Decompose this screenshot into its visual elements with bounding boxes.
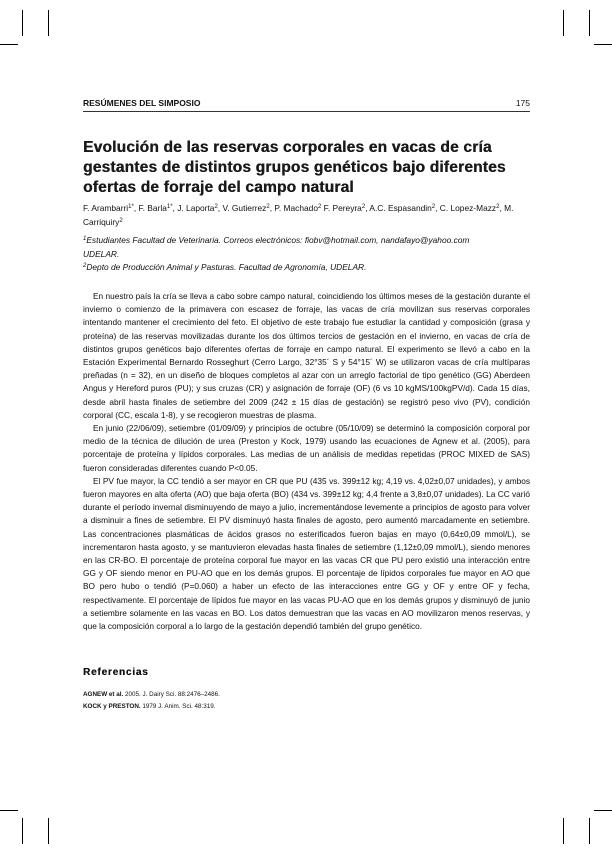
paragraph: En nuestro país la cría se lleva a cabo sobre campo natural, coincidiendo los últimos meses de la gestación durante el invierno o comienzo de la primavera con escasez de forraje, las vacas de cría movilizan sus reservas corporales intentando mantener el crecimiento del feto. El objetivo de este trabajo fue estudiar la cantidad y composición (grasa y proteína) de las reservas movilizadas durante los dos últimos tercios de gestación en el invierno, en vacas de cría de distintos grupos genéticos bajo diferentes ofertas de forraje en campo natural. El experimento se llevó a cabo en la Estación Experimental Bernardo Rosseghurt (Cerro Largo, 32°35´ S y 54°15´ W) se utilizaron vacas de cría multíparas preñadas (n = 32), en un diseño de bloques completos al azar con un arreglo factorial de tipo genético (GG) Aberdeen Angus y Hereford puros (PU); y sus cruzas (CR) y asignación de forraje (OF) (6 vs 10 kgMS/100kgPV/d). Cada 15 días, desde abril hasta finales de setiembre del 2009 (242 ± 15 días de gestación) se registró peso vivo (PV), condición corporal (CC, escala 1-8), y se recogieron muestras de plasma.	[83, 291, 530, 420]
crop-mark	[563, 10, 564, 36]
crop-mark	[589, 818, 590, 844]
running-header	[83, 98, 530, 110]
references-heading: Referencias	[83, 667, 149, 678]
crop-mark	[48, 10, 49, 36]
crop-mark	[22, 818, 23, 844]
page-number: 175	[515, 98, 530, 108]
author-affiliation-mark: 2	[496, 204, 500, 210]
author-name: M. Carriquiry	[83, 203, 514, 227]
crop-mark	[22, 10, 23, 36]
crop-mark	[589, 10, 590, 36]
affiliation-1-cont: UDELAR.	[83, 248, 120, 259]
crop-mark	[0, 810, 18, 811]
reference-list	[83, 689, 530, 712]
crop-mark	[594, 810, 612, 811]
crop-mark	[0, 44, 18, 45]
author-name: V. Gutierrez	[222, 203, 267, 213]
author-affiliation-mark: 2	[431, 204, 436, 210]
title-line: Evolución de las reservas corporales en vacas de cría	[83, 139, 492, 156]
author-name: F. Barla	[138, 203, 167, 213]
author-affiliation-mark: 2	[318, 204, 322, 210]
abstract-body	[83, 290, 530, 633]
affiliation-1: $^1$Estudiantes Facultad de Veterinaria. Correos electrónicos: fiobv@hotmail.com, nandafayo@yahoo.com	[83, 235, 470, 245]
section-title: RESÚMENES DEL SIMPOSIO	[83, 98, 201, 108]
title-line: gestantes de distintos grupos genéticos bajo diferentes	[83, 159, 506, 176]
author-name: F. Pereyra	[323, 203, 362, 213]
paragraph: En junio (22/06/09), setiembre (01/09/09) y principios de octubre (05/10/09) se determinó la composición corporal por medio de la técnica de dilución de urea (Preston y Kock, 1979) usando las ecuaciones de Agnew et al. (2005), para porcentaje de proteína y lípidos corporales. Las medias de un análisis de medidas repetidas (PROC MIXED de SAS) fueron consideradas diferentes cuando P<0.05.	[83, 423, 530, 473]
author-affiliation-mark: 2	[266, 204, 270, 210]
reference-item: KOCK y PRESTON. 1979 J. Anim. Sci. 48:319.	[83, 702, 216, 710]
author-name: J. Laporta	[177, 203, 215, 213]
paragraph: El PV fue mayor, la CC tendió a ser mayor en CR que PU (435 vs. 399±12 kg; 4,19 vs. 4,02±0,07 unidades), y ambos fueron mayores en alta oferta (AO) que baja oferta (BO) (434 vs. 399±12 kg; 4,4 frente a 3,8±0,07 unidades). La CC varió durante el período invernal disminuyendo de mayo a julio, incrementándose levemente a principios de agosto para volver a disminuir a fines de setiembre. El PV disminuyó hasta finales de agosto, pero aumentó marcadamente en setiembre. Las concentraciones plasmáticas de ácidos grasos no esterificados fueron bajas en mayo (0,64±0,09 mmol/L), se incrementaron hasta agosto, y se mantuvieron elevadas hasta finales de setiembre (1,12±0,09 mmol/L), siendo menores en las CR-BO. El porcentaje de proteína corporal fue mayor en las vacas CR que PU pero existió una interacción entre GG y OF siendo menor en PU-AO que en los demás grupos. El porcentaje de lípidos corporales fue mayor en AO que BO pero hubo o tendió (P=0.060) a haber un efecto de las interacciones entre GG y OF y entre OF y fecha, respectivamente. El porcentaje de lípidos fue mayor en las vacas PU-AO que en los demás grupos y disminuyó de junio a setiembre solamente en las vacas en BO. Los datos demuestran que las vacas en AO movilizaron menos reservas, y que la composición corporal a lo largo de la gestación dependió también del grupo genético.	[83, 475, 530, 632]
crop-mark	[594, 44, 612, 45]
reference-item: AGNEW et al. 2005. J. Dairy Sci. 88:2476–2486.	[83, 691, 220, 698]
author-name: C. Lopez-Mazz	[439, 203, 497, 213]
author-affiliation-mark: 2	[119, 218, 123, 224]
author-list: F. Arambarri$^{1*}$, F. Barla$^{1*}$, J. Laporta$^2$, V. Gutierrez$^2$, P. Machado$^2$ F. Pereyra$^2$, A.C. Espasandin$^2$, C. Lopez-Mazz$^2$, M. Carriquiry$^2$	[83, 203, 514, 227]
crop-mark	[48, 818, 49, 844]
title-line: ofertas de forraje del campo natural	[83, 179, 354, 196]
author-affiliation-mark: 1*	[128, 204, 134, 210]
author-affiliation-mark: 2	[361, 204, 366, 210]
affiliation-2: $^2$Depto de Producción Animal y Pasturas. Facultad de Agronomía, UDELAR.	[83, 262, 367, 272]
author-affiliation-mark: 1*	[166, 204, 173, 210]
author-name: P. Machado	[274, 203, 318, 213]
author-name: F. Arambarri	[83, 203, 129, 213]
article-title	[83, 138, 523, 198]
author-affiliation-mark: 2	[214, 204, 218, 210]
header-rule	[83, 111, 530, 112]
affiliations	[83, 234, 530, 275]
author-name: A.C. Espasandin	[369, 203, 432, 213]
crop-mark	[563, 818, 564, 844]
